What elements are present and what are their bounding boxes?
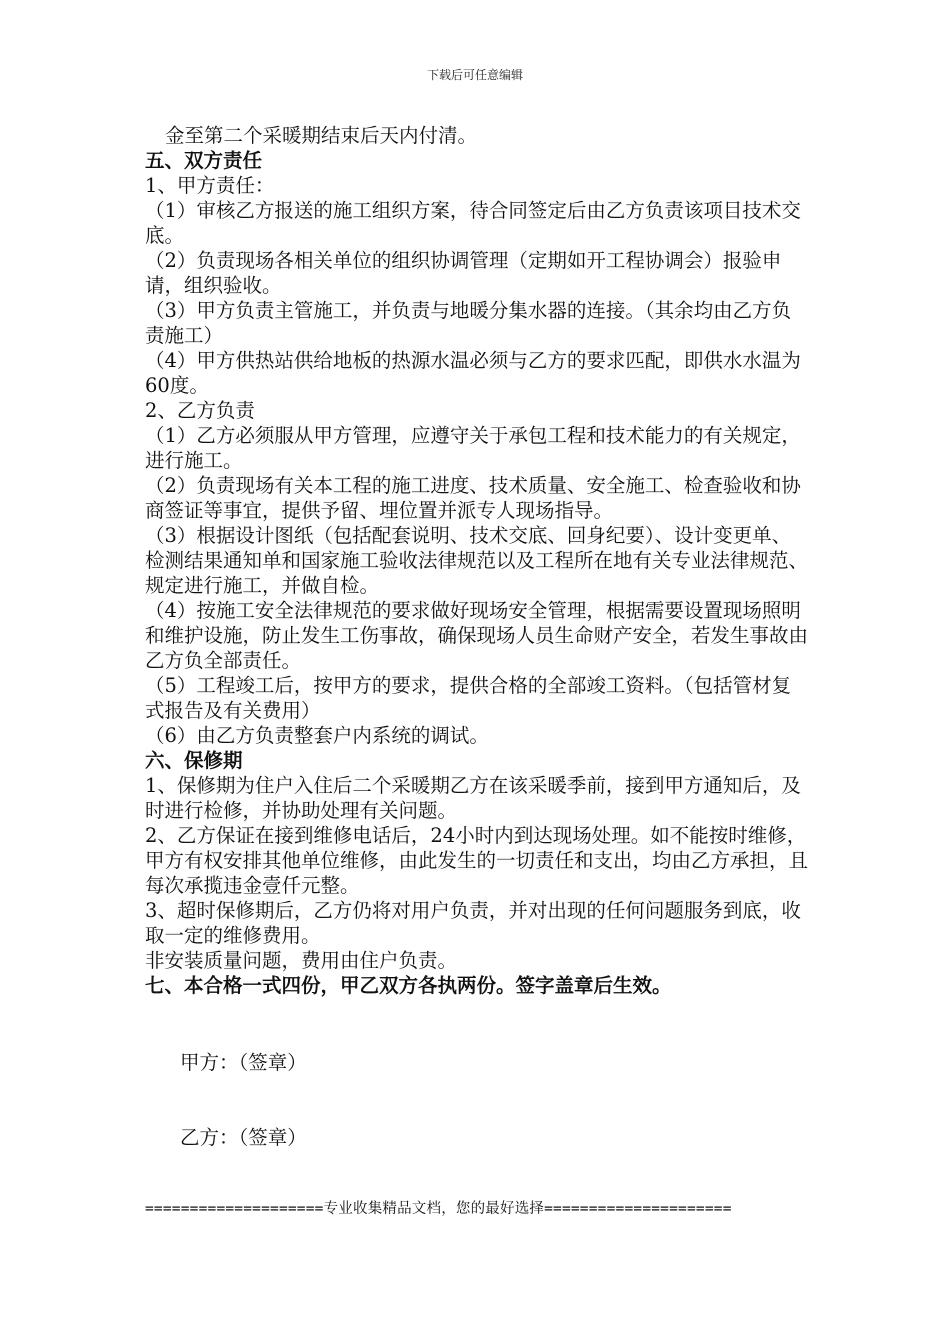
page-header-note: 下载后可任意编辑 (426, 68, 523, 82)
list-item: （1）审核乙方报送的施工组织方案，待合同签定后由乙方负责该项目技术交底。 (145, 199, 801, 247)
page-footer: ====================专业收集精品文档，您的最好选择===================== (145, 1201, 732, 1217)
list-item: 2、乙方保证在接到维修电话后，24小时内到达现场处理。如不能按时维修，甲方有权安排其他单位维修，由此发生的一切责任和支出，均由乙方承担，且每次承揽违金壹仟元整。 (145, 824, 809, 897)
list-item: 3、超时保修期后，乙方仍将对用户负责，并对出现的任何问题服务到底，收取一定的维修费用。 (145, 899, 801, 947)
paragraph-note: 非安装质量问题，费用由住户负责。 (145, 949, 458, 972)
section-heading-copies: 七、本合格一式四份，甲乙双方各执两份。签字盖章后生效。 (145, 974, 672, 997)
list-item: （2）负责现场有关本工程的施工进度、技术质量、安全施工、检查验收和协商签证等事宜，提供予留、埋位置并派专人现场指导。 (145, 474, 801, 522)
signature-party-b: 乙方：（签章） (180, 1126, 307, 1149)
paragraph-payment-end: 金至第二个采暖期结束后天内付清。 (165, 124, 478, 147)
list-item: （4）按施工安全法律规范的要求做好现场安全管理，根据需要设置现场照明和维护设施，防止发生工伤事故，确保现场人员生命财产安全，若发生事故由乙方负全部责任。 (145, 599, 809, 672)
list-item: （5）工程竣工后，按甲方的要求，提供合格的全部竣工资料。（包括管材复式报告及有关费用） (145, 674, 792, 722)
subheading-party-a: 1、甲方责任： (145, 174, 275, 197)
list-item: （3）根据设计图纸（包括配套说明、技术交底、回身纪要）、设计变更单、检测结果通知单和国家施工验收法律规范以及工程所在地有关专业法律规范、规定进行施工，并做自检。 (145, 524, 809, 597)
list-item: （6）由乙方负责整套户内系统的调试。 (145, 724, 489, 747)
list-item: （4）甲方供热站供给地板的热源水温必须与乙方的要求匹配，即供水水温为60度。 (145, 349, 801, 397)
section-heading-responsibilities: 五、双方责任 (145, 149, 263, 172)
document-body (145, 123, 810, 998)
section-heading-warranty: 六、保修期 (145, 749, 243, 772)
signature-party-a: 甲方：（签章） (180, 1051, 307, 1074)
list-item: （1）乙方必须服从甲方管理，应遵守关于承包工程和技术能力的有关规定，进行施工。 (145, 424, 801, 472)
list-item: （3）甲方负责主管施工，并负责与地暖分集水器的连接。（其余均由乙方负责施工） (145, 299, 792, 347)
subheading-party-b: 2、乙方负责 (145, 399, 255, 422)
list-item: 1、保修期为住户入住后二个采暖期乙方在该采暖季前，接到甲方通知后，及时进行检修，并协助处理有关问题。 (145, 774, 801, 822)
list-item: （2）负责现场各相关单位的组织协调管理（定期如开工程协调会）报验申请，组织验收。 (145, 249, 782, 297)
